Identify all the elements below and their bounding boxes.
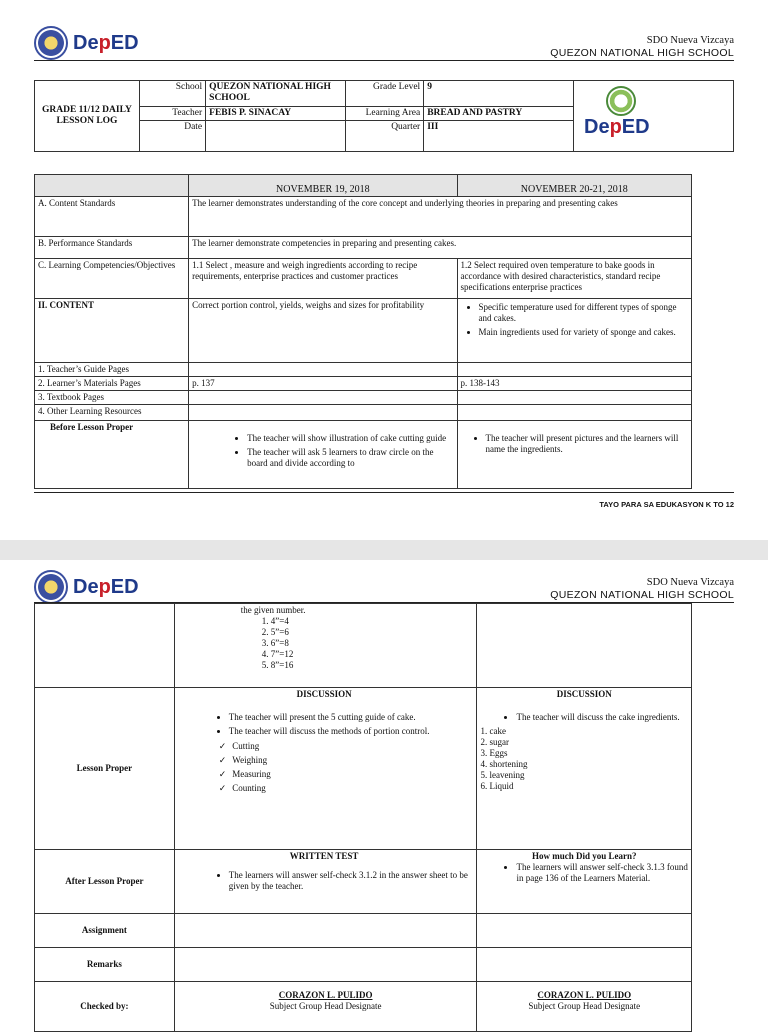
check-item: ✓ Counting: [233, 783, 474, 794]
deped-seal-icon: [34, 570, 68, 604]
check-item: ✓ Cutting: [233, 741, 474, 752]
lesson-proper-label: Lesson Proper: [35, 688, 175, 850]
remarks-day2: [477, 948, 692, 982]
competencies-label: C. Learning Competencies/Objectives: [35, 259, 189, 299]
list-item: • The teacher will discuss the cake ingredients.: [516, 712, 688, 723]
school-name: QUEZON NATIONAL HIGH SCHOOL: [550, 589, 734, 601]
list-item: • The learners will answer self-check 3.1.3 found in page 136 of the Learners Material.: [516, 862, 688, 884]
header-rule: [34, 60, 734, 61]
division-name: SDO Nueva Vizcaya: [646, 577, 734, 588]
how-much-title: How much Did you Learn?: [531, 851, 637, 861]
textbook-label: 3. Textbook Pages: [35, 391, 189, 405]
lesson-proper-day1: [174, 688, 477, 850]
checked-by-day1: [174, 982, 477, 1032]
log-title: GRADE 11/12 DAILY LESSON LOG: [35, 81, 140, 152]
footer-tagline: TAYO PARA SA EDUKASYON K TO 12: [599, 500, 734, 509]
discussion-title: DISCUSSION: [296, 689, 352, 699]
teachers-guide-day1: [189, 363, 457, 377]
school-label: School: [139, 81, 205, 107]
page-gap: [0, 540, 768, 560]
big-logo-text-1: De: [584, 116, 610, 138]
date-header-blank: [35, 175, 189, 197]
competencies-day1: 1.1 Select , measure and weigh ingredients according to recipe requirements, enterprise practices and customer practices: [189, 259, 457, 299]
assignment-day2: [477, 914, 692, 948]
learners-materials-label: 2. Learner’s Materials Pages: [35, 377, 189, 391]
content-label: II. CONTENT: [35, 299, 189, 363]
grade-label: Grade Level: [345, 81, 423, 107]
after-lesson-day1: [174, 850, 477, 914]
assignment-label: Assignment: [35, 914, 175, 948]
content-day1: Correct portion control, yields, weighs and sizes for profitability: [189, 299, 457, 363]
ingredient-item: 2. sugar: [480, 737, 509, 747]
content-standards-text: The learner demonstrates understanding of the core concept and underlying theories in preparing and presenting cakes: [189, 197, 692, 237]
written-test-title: WRITTEN TEST: [289, 851, 359, 861]
teacher-label: Teacher: [139, 107, 205, 121]
discussion-title: DISCUSSION: [556, 689, 612, 699]
lesson-table-2: [34, 603, 692, 1032]
performance-standards-label: B. Performance Standards: [35, 237, 189, 259]
before-lesson-day2: [457, 421, 692, 489]
checked-by-day2: [477, 982, 692, 1032]
content-day2: [457, 299, 692, 363]
continued-day1: [174, 604, 477, 688]
lesson-proper-day2: [477, 688, 692, 850]
header-right: [550, 576, 734, 602]
checker-name: CORAZON L. PULIDO: [278, 990, 373, 1000]
other-resources-day2: [457, 405, 692, 421]
other-resources-label: 4. Other Learning Resources: [35, 405, 189, 421]
list-item: • The teacher will show illustration of cake cutting guide: [247, 433, 453, 444]
list-item: 1. 4”=4: [271, 616, 474, 627]
big-logo-text-mid: p: [609, 116, 622, 138]
checker-title: Subject Group Head Designate: [528, 1001, 641, 1011]
checker-title: Subject Group Head Designate: [269, 1001, 382, 1011]
ingredient-item: 3. Eggs: [480, 748, 508, 758]
list-item: 3. 6”=8: [271, 638, 474, 649]
continued-day2: [477, 604, 692, 688]
list-item: • Main ingredients used for variety of sponge and cakes.: [479, 327, 689, 338]
after-lesson-label: After Lesson Proper: [35, 850, 175, 914]
big-logo-text-2: ED: [621, 116, 650, 138]
before-lesson-day1: [189, 421, 457, 489]
textbook-day2: [457, 391, 692, 405]
competencies-day2: 1.2 Select required oven temperature to bake goods in accordance with desired characteristics, standard recipe specifications enterprise practices: [457, 259, 692, 299]
teacher-value: FEBIS P. SINACAY: [206, 107, 346, 121]
date-label: Date: [139, 121, 205, 152]
learners-materials-day1: p. 137: [189, 377, 457, 391]
remarks-label: Remarks: [35, 948, 175, 982]
list-item: • The teacher will present the 5 cutting guide of cake.: [229, 712, 474, 723]
ingredient-item: 5. leavening: [480, 770, 525, 780]
other-resources-day1: [189, 405, 457, 421]
school-seal-icon: [606, 86, 636, 116]
footer-rule: [34, 492, 734, 493]
deped-logo: [34, 26, 139, 60]
check-item: ✓ Measuring: [233, 769, 474, 780]
performance-standards-text: The learner demonstrate competencies in preparing and presenting cakes.: [189, 237, 692, 259]
lesson-table-1: [34, 174, 692, 489]
list-item: 4. 7”=12: [271, 649, 474, 660]
quarter-label: Quarter: [345, 121, 423, 152]
grade-value: 9: [424, 81, 574, 107]
teachers-guide-day2: [457, 363, 692, 377]
deped-logo: [34, 570, 139, 604]
quarter-value: III: [424, 121, 574, 152]
logo-text-mid: p: [98, 31, 111, 54]
area-label: Learning Area: [345, 107, 423, 121]
logo-text-mid: p: [98, 575, 111, 598]
before-lesson-label: Before Lesson Proper: [35, 421, 189, 489]
date-value: [206, 121, 346, 152]
area-value: BREAD AND PASTRY: [424, 107, 574, 121]
deped-seal-icon: [34, 26, 68, 60]
school-value: QUEZON NATIONAL HIGH SCHOOL: [206, 81, 346, 107]
list-item: 2. 5”=6: [271, 627, 474, 638]
teachers-guide-label: 1. Teacher’s Guide Pages: [35, 363, 189, 377]
page-2: [0, 560, 768, 1024]
textbook-day1: [189, 391, 457, 405]
list-item: • The learners will answer self-check 3.1.2 in the answer sheet to be given by the teacher.: [229, 870, 474, 892]
list-item: • The teacher will present pictures and the learners will name the ingredients.: [486, 433, 689, 455]
ingredient-item: 4. shortening: [480, 759, 528, 769]
logo-text-2: ED: [110, 575, 139, 598]
after-lesson-day2: [477, 850, 692, 914]
division-name: SDO Nueva Vizcaya: [646, 35, 734, 46]
ingredient-item: 6. Liquid: [480, 781, 514, 791]
learners-materials-day2: p. 138-143: [457, 377, 692, 391]
list-item: 5. 8”=16: [271, 660, 474, 671]
logo-text-2: ED: [110, 31, 139, 54]
continued-label: [35, 604, 175, 688]
date-header-1: NOVEMBER 19, 2018: [189, 175, 457, 197]
logo-text-1: De: [73, 31, 99, 54]
checker-name: CORAZON L. PULIDO: [537, 990, 632, 1000]
continued-text: the given number.: [240, 605, 306, 615]
date-header-2: NOVEMBER 20-21, 2018: [457, 175, 692, 197]
deped-big-logo: [578, 86, 658, 146]
ingredient-item: 1. cake: [480, 726, 506, 736]
assignment-day1: [174, 914, 477, 948]
checked-by-label: Checked by:: [35, 982, 175, 1032]
list-item: • Specific temperature used for different types of sponge and cakes.: [479, 302, 689, 324]
header-right: [550, 34, 734, 60]
logo-text-1: De: [73, 575, 99, 598]
list-item: • The teacher will ask 5 learners to draw circle on the board and divide according to: [247, 447, 453, 469]
remarks-day1: [174, 948, 477, 982]
content-standards-label: A. Content Standards: [35, 197, 189, 237]
list-item: • The teacher will discuss the methods of portion control.: [229, 726, 474, 737]
school-name: QUEZON NATIONAL HIGH SCHOOL: [550, 47, 734, 59]
check-item: ✓ Weighing: [233, 755, 474, 766]
